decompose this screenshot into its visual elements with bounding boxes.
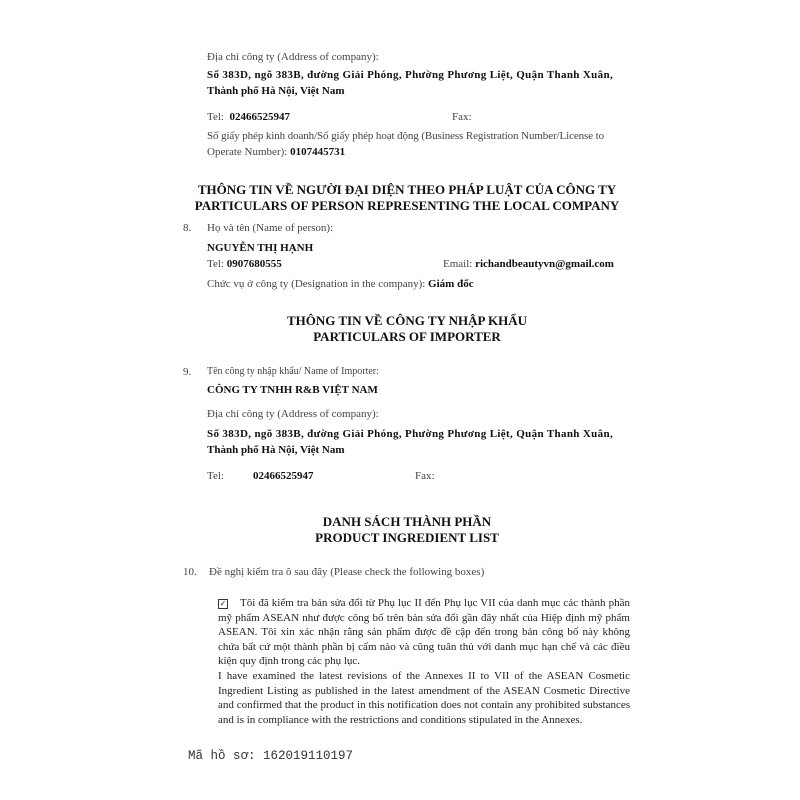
company-address-line2: Thành phố Hà Nội, Việt Nam [207, 85, 345, 97]
section-number-9: 9. [183, 366, 192, 378]
company-fax-label: Fax: [452, 111, 472, 123]
person-email [443, 257, 614, 271]
importer-address-line1: Số 383D, ngõ 383B, đường Giải Phóng, Phường Phương Liệt, Quận Thanh Xuân, [207, 428, 614, 440]
email-value: richandbeautyvn@gmail.com [475, 258, 614, 270]
license-number: 0107445731 [290, 146, 346, 158]
designation-value: Giám đốc [428, 278, 474, 290]
tel-label: Tel: [207, 111, 224, 123]
importer-name: CÔNG TY TNHH R&B VIỆT NAM [207, 384, 378, 396]
importer-name-label: Tên công ty nhập khẩu/ Name of Importer: [207, 366, 379, 377]
declaration-en: I have examined the latest revisions of the Annexes II to VII of the ASEAN Cosmetic Ingredient Listing as published in the latest amendment of the ASEAN Cosmetic Directive and confirmed that the product in this notification does not contain any prohibited substances and is in compliance with the restrictions and conditions stipulated in the Annexes. [218, 670, 630, 726]
section-number-10: 10. [183, 566, 197, 578]
representative-heading-vi: THÔNG TIN VỀ NGƯỜI ĐẠI DIỆN THEO PHÁP LUẬT CỦA CÔNG TY [197, 182, 617, 197]
person-designation [207, 277, 474, 291]
license-label-line1: Số giấy phép kinh doanh/Số giấy phép hoạt động (Business Registration Number/License to [207, 130, 605, 142]
importer-heading-vi: THÔNG TIN VỀ CÔNG TY NHẬP KHẨU [286, 313, 528, 328]
ingredients-instruction: Đề nghị kiểm tra ô sau đây (Please check the following boxes) [209, 566, 485, 578]
email-label: Email: [443, 258, 473, 270]
representative-heading-en: PARTICULARS OF PERSON REPRESENTING THE LOCAL COMPANY [194, 198, 620, 213]
file-code: Mã hồ sơ: 162019110197 [188, 749, 354, 763]
ingredients-heading-en: PRODUCT INGREDIENT LIST [315, 530, 499, 545]
section-number-8: 8. [183, 222, 192, 234]
importer-address-line2: Thành phố Hà Nội, Việt Nam [207, 444, 345, 456]
tel-label: Tel: [207, 258, 224, 270]
designation-label: Chức vụ ở công ty (Designation in the company): [207, 278, 426, 290]
ingredients-heading-vi: DANH SÁCH THÀNH PHẦN [322, 514, 492, 529]
declaration-vi-paragraph [218, 596, 630, 669]
company-tel [207, 110, 290, 124]
ingredient-checkbox[interactable]: ✓ [219, 599, 227, 608]
importer-heading-en: PARTICULARS OF IMPORTER [313, 329, 501, 344]
license-label: Operate Number): [207, 146, 288, 158]
importer-tel-label: Tel: [207, 470, 224, 482]
company-address-line1: Số 383D, ngõ 383B, đường Giải Phóng, Phường Phương Liệt, Quận Thanh Xuân, [207, 69, 614, 81]
person-name: NGUYỄN THỊ HẠNH [207, 242, 314, 254]
importer-address-label: Địa chỉ công ty (Address of company): [207, 408, 379, 420]
person-tel [207, 257, 282, 271]
person-name-label: Họ và tên (Name of person): [207, 222, 334, 234]
declaration-vi: Tôi đã kiểm tra bản sửa đổi từ Phụ lục II đến Phụ lục VII của danh mục các thành phần mỹ phẩm ASEAN như được công bố trên bản sửa đổi gần đây nhất của Hiệp định mỹ phẩm ASEAN. Tôi xin xác nhận rằng sản phẩm được đề cập đến trong bản công bố này không chứa bất cứ một thành phần bị cấm nào và cũng tuân thủ với danh mục hạn chế và các điều kiện quy định trong các phụ lục. [218, 597, 630, 667]
tel-value: 0907680555 [226, 258, 282, 270]
license-line2 [207, 145, 345, 159]
tel-value: 02466525947 [229, 111, 290, 123]
importer-tel: 02466525947 [253, 470, 314, 482]
company-address-label: Địa chỉ công ty (Address of company): [207, 51, 379, 63]
importer-fax-label: Fax: [415, 470, 435, 482]
